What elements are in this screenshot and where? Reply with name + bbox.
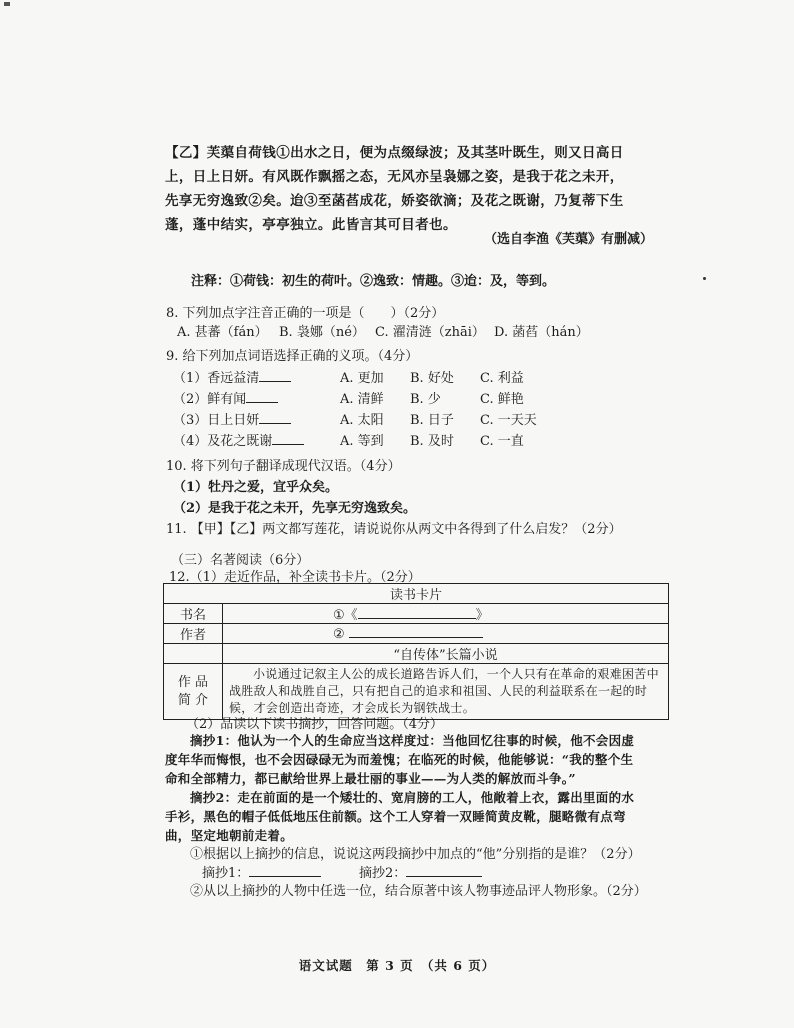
answer-blank[interactable] [406,864,482,877]
q9-item-2-b: B. 少 [410,392,441,407]
q9-item-1 [173,367,291,386]
reading-card [163,583,669,720]
excerpt-1: 摘抄1：他认为一个人的生命应当这样度过：当他回忆往事的时候，他不会因虚度年华而悔恨，也不会因碌碌无为而羞愧；在临死的时候，他能够说：“我的整个生命和全部精力，都已献给世界上最壮丽的事业——为人类的解放而斗争。” [165,733,635,786]
answer-blank[interactable] [249,864,321,877]
answer-blank[interactable] [259,369,291,382]
q10-line-2: （2）是我于花之未开，先享无穷逸致矣。 [173,501,417,516]
q9-item-1-a: A. 更加 [340,371,384,386]
q8-option-b: B. 袅娜（né） [279,325,365,340]
sub1-answer-2 [359,862,482,881]
q9-stem: 9. 给下列加点词语选择正确的义项。（4分） [166,349,419,364]
q12-2-stem: （2）品读以下读书摘抄，回答问题。（4分） [186,717,444,732]
q12-sub1: ①根据以上摘抄的信息，说说这两段摘抄中加点的“他”分别指的是谁？（2分） [190,847,641,862]
passage-text: 【乙】芙蕖自荷钱①出水之日，便为点缀绿波；及其茎叶既生，则又日高日上，日上日妍。有风既作飘摇之态，无风亦呈袅娜之姿，是我于花之未开，先享无穷逸致②矣。迨③至菡萏成花，娇姿欲滴；及花之既谢，乃复蒂下生蓬，蓬中结实，亭亭独立。此皆言其可目者也。 [165,145,624,233]
q9-item-1-b: B. 好处 [410,371,454,386]
card-genre: “自传体”长篇小说 [223,644,669,664]
card-author-value [223,624,669,644]
q9-item-3-c: C. 一天天 [480,413,537,428]
q9-item-3-text: （3）日上日妍 [173,413,260,428]
card-book-label: 书名 [164,604,223,624]
q9-item-4-b: B. 及时 [410,434,454,449]
section3-title: （三）名著阅读（6分） [171,553,310,568]
q9-item-4 [173,430,304,449]
q9-item-2-text: （2）鲜有闻 [173,392,247,407]
card-intro-label: 作 品 简 介 [164,664,223,720]
book-suffix: 》 [475,608,489,623]
card-intro-text: 小说通过记叙主人公的成长道路告诉人们，一个人只有在革命的艰难困苦中战胜敌人和战胜自己，只有把自己的追求和祖国、人民的利益联系在一起的时候，才会创造出奇迹，才会成长为钢铁战士。 [223,664,669,720]
scan-mark [4,2,10,6]
q12-stem: 12.（1）走近作品，补全读书卡片。（2分） [169,570,421,585]
q9-item-2-c: C. 鲜艳 [480,392,524,407]
q12-sub2: ②从以上摘抄的人物中任选一位，结合原著中该人物事迹品评人物形象。（2分） [190,884,647,899]
card-author-label: 作者 [164,624,223,644]
answer-blank[interactable] [272,432,304,445]
card-book-value [223,604,669,624]
answer-blank[interactable] [246,390,278,403]
q8-stem: 8. 下列加点字注音正确的一项是（ ）（2分） [166,306,445,321]
passage-source: （选自李渔《芙蕖》有删减） [484,232,654,247]
author-blank[interactable] [349,625,483,638]
q9-item-1-text: （1）香远益清 [173,371,260,386]
q9-item-1-c: C. 利益 [480,371,524,386]
q9-item-3 [173,409,291,428]
q9-item-4-text: （4）及花之既谢 [173,434,273,449]
q10-stem: 10. 将下列句子翻译成现代汉语。（4分） [166,459,401,474]
q9-item-4-c: C. 一直 [480,434,524,449]
author-prefix: ② [333,627,345,642]
scan-speck [703,277,706,280]
q8-option-c: C. 濯清涟（zhāi） [375,325,485,340]
q9-item-2 [173,388,278,407]
q9-item-3-a: A. 太阳 [340,413,384,428]
passage-notes: 注释：①荷钱：初生的荷叶。②逸致：情趣。③迨：及，等到。 [191,274,556,289]
sub1-answer-2-label: 摘抄2： [359,866,407,881]
book-prefix: ①《 [333,608,358,623]
answer-blank[interactable] [259,411,291,424]
sub1-answer-1-label: 摘抄1： [202,866,250,881]
card-header: 读书卡片 [164,584,669,604]
page-footer: 语文试题 第 3 页 （共 6 页） [298,958,496,973]
q8-option-d: D. 菡萏（hán） [494,325,589,340]
q9-item-2-a: A. 清鲜 [340,392,384,407]
book-title-blank[interactable] [358,606,476,619]
q9-item-3-b: B. 日子 [410,413,454,428]
q10-line-1: （1）牡丹之爱，宜乎众矣。 [173,480,339,495]
q8-option-a: A. 甚蕃（fán） [177,325,268,340]
sub1-answer-1 [202,862,321,881]
q11-stem: 11. 【甲】【乙】两文都写莲花，请说说你从两文中各得到了什么启发？（2分） [166,522,622,537]
q9-item-4-a: A. 等到 [340,434,384,449]
excerpt-2: 摘抄2：走在前面的是一个矮壮的、宽肩膀的工人，他敞着上衣，露出里面的水手衫，黑色的帽子低低地压住前额。这个工人穿着一双睡简黄皮靴，腿略微有点弯曲，坚定地朝前走着。 [165,790,635,843]
